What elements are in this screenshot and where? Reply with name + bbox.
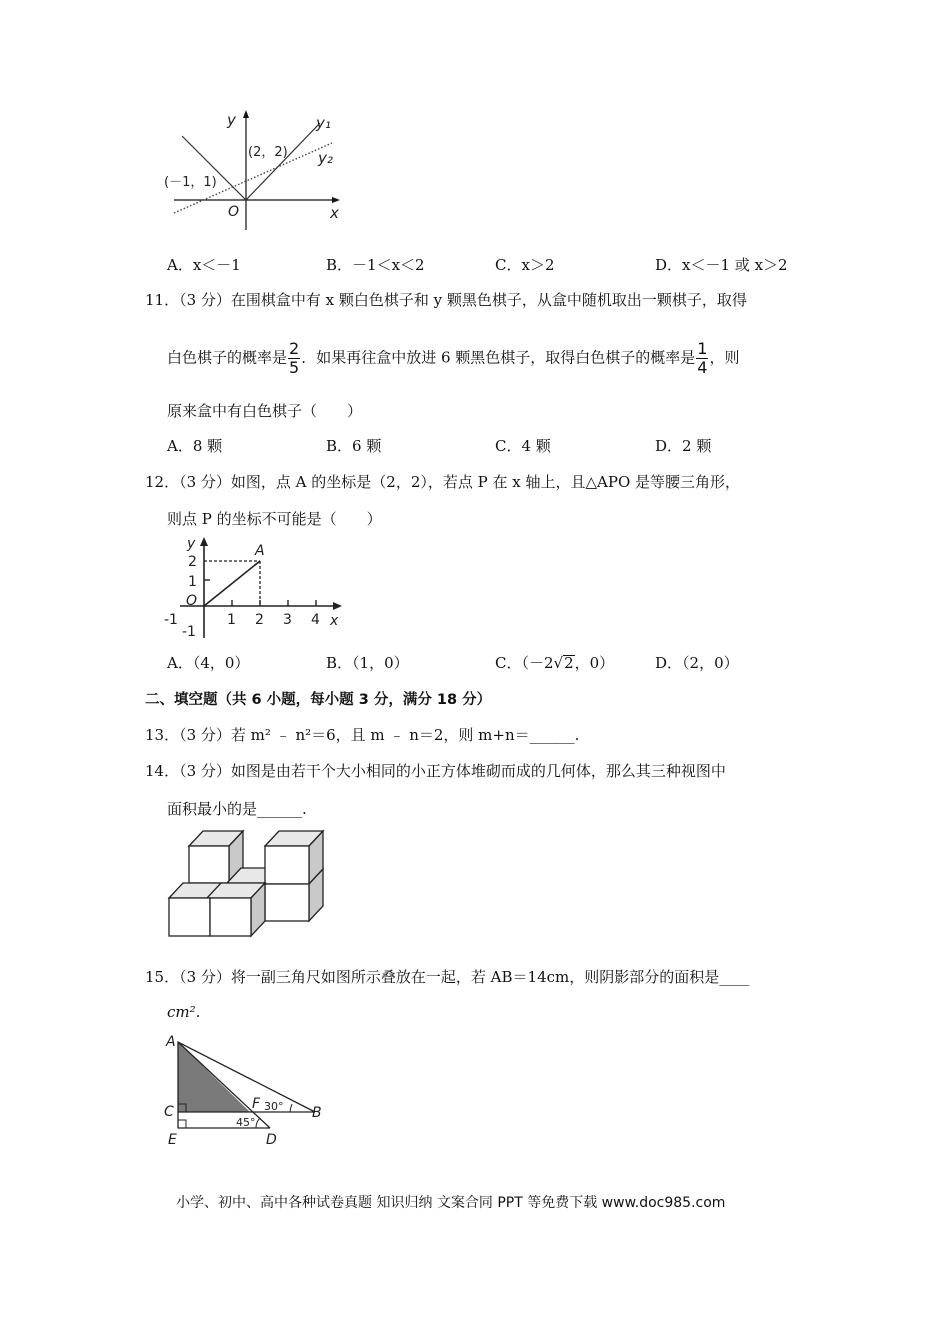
fig12-xtick-4: 4 bbox=[311, 612, 320, 628]
q14-line1: 14．（3 分）如图是由若干个大小相同的小正方体堆砌而成的几何体，那么其三种视图中 bbox=[145, 762, 726, 780]
fig15-label-b: B bbox=[312, 1105, 322, 1121]
q11-option-a: A．8 颗 bbox=[167, 437, 223, 455]
q12-figure bbox=[160, 534, 350, 644]
fraction-2-5: $\frac{2}{5}$ bbox=[289, 339, 300, 377]
fig12-ytick-neg1: -1 bbox=[182, 624, 196, 640]
fig10-label-point-a: (2，2) bbox=[248, 145, 288, 160]
fig10-label-y1: y₁ bbox=[316, 114, 331, 132]
q15-line2: cm². bbox=[167, 1003, 201, 1021]
fig10-label-y: y bbox=[227, 111, 236, 129]
q15-triangle-figure bbox=[160, 1032, 335, 1150]
fig15-angle-30: 30° bbox=[264, 1100, 284, 1113]
q12-option-a: A．（4，0） bbox=[167, 654, 250, 672]
section2-heading: 二、填空题（共 6 小题，每小题 3 分，满分 18 分） bbox=[145, 692, 492, 708]
fig15-angle-45: 45° bbox=[236, 1116, 256, 1129]
q13-line: 13．（3 分）若 m² ﹣ n²＝6，且 m ﹣ n＝2，则 m+n＝______. bbox=[145, 726, 580, 744]
q11-option-d: D．2 颗 bbox=[655, 437, 712, 455]
q12-option-b: B．（1，0） bbox=[326, 654, 409, 672]
fig10-label-y2: y₂ bbox=[318, 149, 333, 167]
fraction-1-4: $\frac{1}{4}$ bbox=[697, 339, 708, 377]
q10-figure bbox=[160, 108, 360, 233]
q14-cube-figure bbox=[165, 826, 330, 944]
page-footer: 小学、初中、高中各种试卷真题 知识归纳 文案合同 PPT 等免费下载 www.doc985.com bbox=[176, 1195, 726, 1211]
fig10-label-x: x bbox=[330, 204, 339, 222]
q11-option-b: B．6 颗 bbox=[326, 437, 382, 455]
q10-option-b: B．－1＜x＜2 bbox=[326, 256, 425, 274]
fig15-label-f: F bbox=[252, 1096, 261, 1112]
fig12-xtick-neg1: -1 bbox=[164, 612, 178, 628]
fig10-label-o: O bbox=[228, 204, 240, 220]
q10-option-d: D．x＜－1 或 x＞2 bbox=[655, 256, 788, 274]
fig12-ytick-2: 2 bbox=[188, 554, 197, 570]
q10-option-a: A．x＜－1 bbox=[167, 256, 241, 274]
q15-line1: 15．（3 分）将一副三角尺如图所示叠放在一起，若 AB＝14cm，则阴影部分的面积是____ bbox=[145, 968, 750, 986]
q12-line1: 12．（3 分）如图，点 A 的坐标是（2，2），若点 P 在 x 轴上，且△APO 是等腰三角形， bbox=[145, 473, 741, 491]
q12-option-d: D．（2，0） bbox=[655, 654, 739, 672]
q11-line3: 原来盒中有白色棋子（ ） bbox=[167, 402, 363, 420]
fig12-label-y: y bbox=[187, 536, 196, 552]
fig15-label-c: C bbox=[164, 1104, 174, 1120]
fig12-ytick-1: 1 bbox=[188, 574, 197, 590]
fig12-xtick-1: 1 bbox=[227, 612, 236, 628]
fig15-label-e: E bbox=[168, 1132, 177, 1148]
q11-line2: 白色棋子的概率是 $\frac{2}{5}$ ．如果再往盒中放进 6 颗黑色棋子，取得白色棋子的概率是 $\frac{1}{4}$ ，则 bbox=[167, 339, 740, 377]
fig12-label-o: O bbox=[186, 593, 198, 609]
q14-line2: 面积最小的是______. bbox=[167, 800, 307, 818]
fig12-label-a: A bbox=[255, 543, 265, 559]
q12-line2: 则点 P 的坐标不可能是（ ） bbox=[167, 510, 382, 528]
fig15-label-d: D bbox=[266, 1132, 277, 1148]
q10-option-c: C．x＞2 bbox=[495, 256, 555, 274]
q11-option-c: C．4 颗 bbox=[495, 437, 551, 455]
fig15-label-a: A bbox=[166, 1034, 176, 1050]
fig12-xtick-3: 3 bbox=[283, 612, 292, 628]
q11-line1: 11．（3 分）在围棋盒中有 x 颗白色棋子和 y 颗黑色棋子，从盒中随机取出一颗棋子，取得 bbox=[145, 291, 747, 309]
fig12-xtick-2: 2 bbox=[255, 612, 264, 628]
fig12-label-x: x bbox=[330, 613, 339, 629]
sqrt-symbol: √ bbox=[553, 654, 564, 672]
q12-option-c: C．（－2√2，0） bbox=[495, 654, 615, 672]
fig10-label-point-b: (－1，1) bbox=[164, 175, 217, 190]
